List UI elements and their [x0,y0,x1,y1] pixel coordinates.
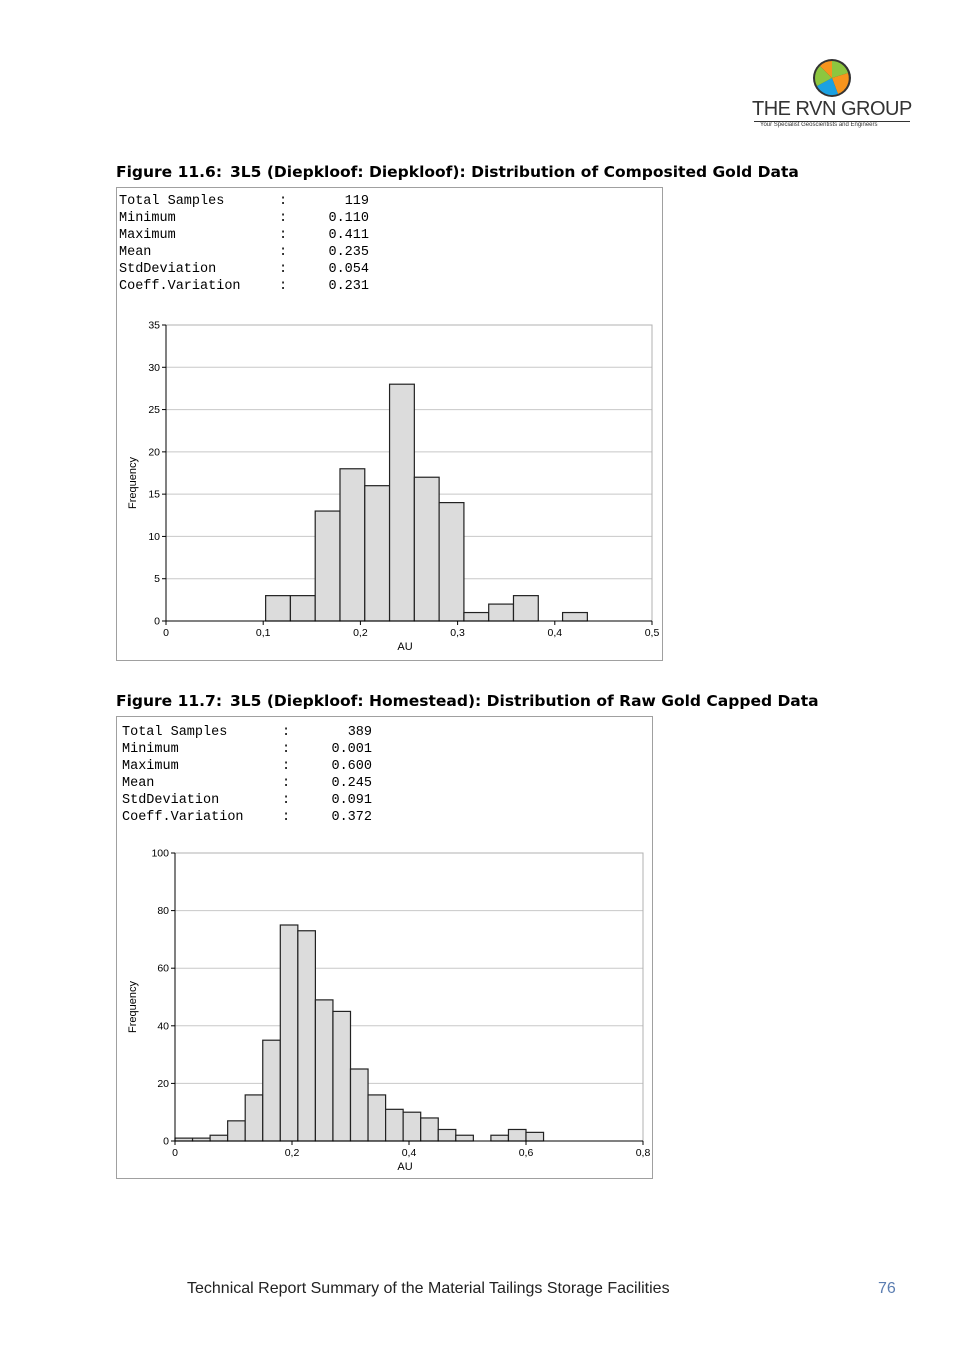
y-tick-label: 0 [163,1135,169,1148]
figure-number: Figure 11.7: [116,692,223,710]
stat-label: Coeff.Variation [119,279,241,294]
stat-label: Coeff.Variation [122,810,244,825]
stat-label: Total Samples [122,725,228,740]
y-tick-label: 15 [148,488,160,501]
histogram-bar [403,1112,421,1141]
histogram-bar [563,613,588,621]
histogram-bar [245,1095,263,1141]
logo-tagline: Your Specialist Geoscientists and Engineers [760,122,878,128]
y-tick-label: 0 [154,615,160,628]
stat-label: StdDeviation [119,262,217,277]
stat-value: 0.600 [331,759,372,774]
x-tick-label: 0 [172,1147,178,1159]
stat-separator: : [282,759,291,774]
x-tick-label: 0,5 [644,627,660,639]
stat-separator: : [279,228,288,243]
stat-value: 389 [347,725,372,740]
stat-separator: : [282,810,291,825]
stat-value: 0.372 [331,810,372,825]
histogram-bar [280,925,298,1141]
y-tick-label: 5 [154,573,160,586]
x-tick-label: 0,1 [255,627,271,639]
stat-separator: : [282,725,291,740]
histogram-panel [116,716,653,1179]
x-tick-label: 0,2 [353,627,368,639]
x-tick-label: 0,6 [518,1147,534,1159]
figure-number: Figure 11.6: [116,163,223,181]
histogram-bar [340,469,365,621]
histogram-bar [210,1135,228,1141]
y-axis-label: Frequency [127,981,139,1033]
stat-value: 119 [344,194,369,209]
y-axis-label: Frequency [127,457,139,509]
stat-value: 0.245 [331,776,372,791]
histogram-bar [298,931,316,1141]
histogram-bar [464,613,489,621]
histogram-bar [491,1135,509,1141]
histogram-bar [315,511,340,621]
figure-title: 3L5 (Diepkloof: Diepkloof): Distribution of Composited Gold Data [230,163,799,181]
stat-label: Minimum [119,211,176,226]
stat-value: 0.054 [328,262,369,277]
stat-label: StdDeviation [122,793,220,808]
histogram-bar [390,384,415,621]
logo-wordmark: THE RVN GROUP [752,98,912,120]
histogram-bar [526,1132,544,1141]
histogram-bar [290,596,315,621]
stat-value: 0.411 [328,228,369,243]
stat-value: 0.231 [328,279,369,294]
histogram-bar [263,1040,281,1141]
histogram-bar [508,1129,526,1141]
histogram-bar [439,503,464,621]
stat-separator: : [279,211,288,226]
histogram-bar [456,1135,474,1141]
stat-value: 0.110 [328,211,369,226]
x-axis-label: AU [397,641,413,653]
stat-separator: : [279,279,288,294]
histogram-bar [513,596,538,621]
stat-value: 0.235 [328,245,369,260]
figure-caption [116,163,799,181]
histogram-bar [368,1095,386,1141]
x-tick-label: 0,4 [547,627,563,639]
x-tick-label: 0,4 [401,1147,417,1159]
histogram-bar [386,1109,404,1141]
histogram-chart [117,188,662,660]
stat-separator: : [279,245,288,260]
histogram-bar [333,1011,351,1141]
histogram-chart [117,717,652,1178]
stat-value: 0.091 [331,793,372,808]
stat-separator: : [282,742,291,757]
y-tick-label: 25 [148,404,160,417]
histogram-bar [438,1129,456,1141]
figure-caption [116,692,819,710]
y-tick-label: 60 [157,962,169,975]
y-tick-label: 20 [148,446,160,459]
stat-label: Mean [119,245,152,260]
y-tick-label: 30 [148,361,160,374]
stat-label: Maximum [122,759,179,774]
stat-label: Minimum [122,742,179,757]
x-tick-label: 0,3 [450,627,465,639]
histogram-panel [116,187,663,661]
stat-separator: : [279,194,288,209]
x-tick-label: 0 [163,627,169,639]
x-axis-label: AU [397,1161,413,1173]
figure-title: 3L5 (Diepkloof: Homestead): Distribution of Raw Gold Capped Data [230,692,819,710]
y-tick-label: 100 [151,847,169,860]
histogram-bar [315,1000,333,1141]
stat-label: Maximum [119,228,176,243]
footer-text: Technical Report Summary of the Material Tailings Storage Facilities [187,1280,670,1297]
histogram-bar [365,486,390,621]
histogram-bar [228,1121,246,1141]
page-number: 76 [878,1280,896,1297]
stat-separator: : [282,776,291,791]
y-tick-label: 80 [157,905,169,918]
stat-separator: : [282,793,291,808]
stat-separator: : [279,262,288,277]
histogram-bar [351,1069,369,1141]
stat-label: Total Samples [119,194,225,209]
x-tick-label: 0,2 [284,1147,300,1159]
stat-label: Mean [122,776,155,791]
y-tick-label: 40 [157,1020,169,1033]
company-logo [752,58,912,133]
histogram-bar [489,604,514,621]
stat-value: 0.001 [331,742,372,757]
histogram-bar [414,477,439,621]
y-tick-label: 10 [148,530,160,543]
y-tick-label: 20 [157,1077,169,1090]
histogram-bar [421,1118,439,1141]
x-tick-label: 0,8 [635,1147,651,1159]
histogram-bar [266,596,291,621]
y-tick-label: 35 [148,319,160,332]
